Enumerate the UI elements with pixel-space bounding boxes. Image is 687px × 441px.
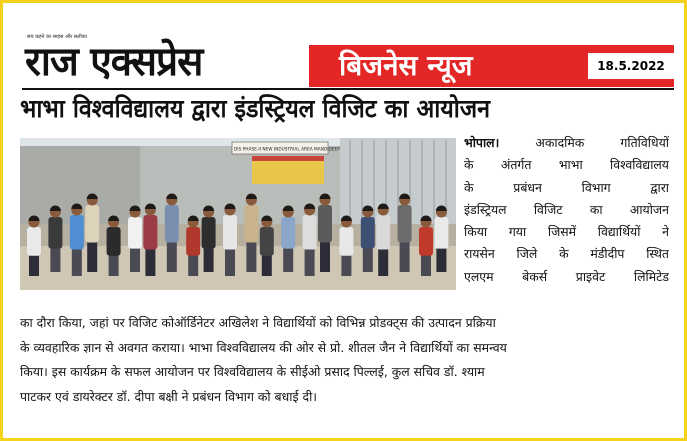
person-figure bbox=[318, 194, 332, 273]
person-figure bbox=[165, 194, 179, 273]
column-line-5: रायसेन जिले के मंडीदीप स्थित bbox=[464, 246, 669, 262]
dateline-place: भोपाल। bbox=[464, 135, 500, 150]
column-line-0: भोपाल। अकादमिक गतिविधियों bbox=[464, 135, 669, 150]
body-line-2: किया। इस कार्यक्रम के सफल आयोजन पर विश्वविद्यालय के सीईओ प्रसाद पिल्लई, कुल सचिव डॉ. श्याम bbox=[20, 364, 485, 380]
masthead-tagline: सच कहने का साहस और सलीका bbox=[27, 34, 87, 40]
column-line-4: किया गया जिसमें विद्यार्थियों ने bbox=[464, 224, 669, 240]
body-line-3: पाटकर एवं डायरेक्टर डॉ. दीपा बक्षी ने प्रबंधन विभाग को बधाई दी। bbox=[20, 388, 317, 404]
column-line-6: एलएम बेकर्स प्राइवेट लिमिटेड bbox=[464, 268, 669, 284]
article-column-text bbox=[464, 132, 669, 288]
person-figure bbox=[85, 194, 99, 273]
body-line-1: के व्यवहारिक ज्ञान से अवगत कराया। भाभा विश्वविद्यालय की ओर से प्रो. शीतल जैन ने विद्यार्थियों का समन्वय bbox=[20, 339, 507, 355]
masthead-rule bbox=[22, 88, 674, 90]
group-photo-image bbox=[20, 138, 456, 290]
person-figure bbox=[398, 194, 412, 273]
article-headline: भाभा विश्वविद्यालय द्वारा इंडस्ट्रियल विजिट का आयोजन bbox=[20, 94, 490, 123]
column-line-2: के प्रबंधन विभाग द्वारा bbox=[464, 179, 669, 195]
article-body-text bbox=[20, 311, 670, 409]
signboard-text: DIS PHASE-II NEW INDUSTRIAL AREA MANDIDEEP bbox=[234, 147, 340, 153]
newspaper-title: राज एक्सप्रेस bbox=[25, 39, 203, 85]
column-line-1: के अंतर्गत भाभा विश्वविद्यालय bbox=[464, 157, 669, 173]
group-photo bbox=[20, 138, 456, 290]
column-line-3: इंडस्ट्रियल विजिट का आयोजन bbox=[464, 201, 669, 217]
body-line-0: का दौरा किया, जहां पर विजिट कोऑर्डिनेटर अखिलेश ने विद्यार्थियों को विभिन्न प्रोडक्ट्स की उत्पादन प्रक्रिया bbox=[20, 315, 496, 330]
issue-date: 18.5.2022 bbox=[588, 53, 674, 79]
person-figure bbox=[244, 194, 258, 273]
section-label: बिजनेस न्यूज bbox=[339, 49, 473, 82]
